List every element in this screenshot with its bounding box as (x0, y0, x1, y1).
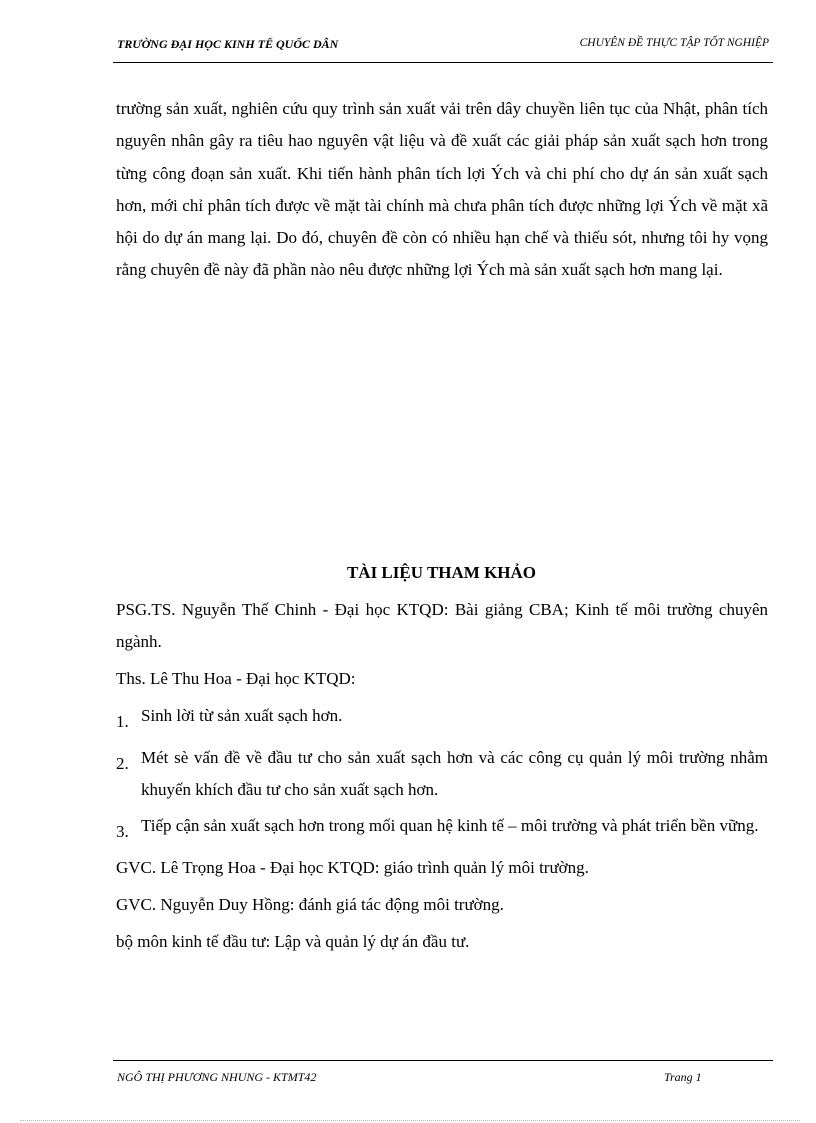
footer-author: NGÔ THỊ PHƯƠNG NHUNG - KTMT42 (117, 1070, 317, 1084)
header-divider (113, 62, 773, 63)
page-bottom-edge (20, 1120, 800, 1121)
reference-entry: Ths. Lê Thu Hoa - Đại học KTQD: (116, 669, 356, 688)
intro-paragraph: trường sản xuất, nghiên cứu quy trình sản xuất vải trên dây chuyền liên tục của Nhật, phân tích nguyên nhân gây ra tiêu hao nguyên vật liệu và đề xuất các giải pháp sản xuất sạch hơn trong từng công đoạn sản xuất. Khi tiến hành phân tích lợi Ých và chi phí cho dự án sản xuất sạch hơn, mới chỉ phân tích được về mặt tài chính mà chưa phân tích được những lợi Ých về mặt xã hội do dự án mang lại. Do đó, chuyên đề còn có nhiều hạn chế và thiếu sót, nhưng tôi hy vọng rằng chuyên đề này đã phần nào nêu được những lợi Ých mà sản xuất sạch hơn mang lại. (116, 99, 768, 280)
reference-sub-item (116, 742, 768, 806)
list-number: 3. (116, 822, 129, 841)
footer-page-number: Trang 1 (664, 1070, 702, 1084)
list-number: 1. (116, 712, 129, 731)
list-item-text: Tiếp cận sản xuất sạch hơn trong mối quan hệ kinh tế – môi trường và phát triển bền vững. (141, 816, 759, 835)
list-item-text: Mét sè vấn đề về đầu tư cho sản xuất sạch hơn và các công cụ quản lý môi trường nhằm khuyến khích đầu tư cho sản xuất sạch hơn. (141, 748, 768, 799)
reference-sub-item (116, 810, 768, 848)
reference-entry: PSG.TS. Nguyễn Thế Chinh - Đại học KTQD: Bài giảng CBA; Kinh tế môi trường chuyên ngành. (116, 600, 768, 651)
reference-entry: GVC. Lê Trọng Hoa - Đại học KTQD: giáo trình quản lý môi trường. (116, 858, 589, 877)
list-item-text: Sinh lời từ sản xuất sạch hơn. (141, 706, 343, 725)
references-title: TÀI LIỆU THAM KHẢO (346, 563, 537, 582)
list-number: 2. (116, 754, 129, 773)
reference-entry: GVC. Nguyễn Duy Hồng: đánh giá tác động môi trường. (116, 895, 504, 914)
header-school-name: TRƯỜNG ĐẠI HỌC KINH TẾ QUỐC DÂN (117, 37, 339, 51)
reference-entry: bộ môn kinh tế đầu tư: Lập và quản lý dự án đầu tư. (116, 932, 470, 951)
header-document-type: CHUYÊN ĐỀ THỰC TẬP TỐT NGHIỆP (579, 37, 769, 49)
footer-divider (113, 1060, 773, 1061)
reference-sub-item (116, 700, 768, 738)
references-list (116, 594, 768, 963)
